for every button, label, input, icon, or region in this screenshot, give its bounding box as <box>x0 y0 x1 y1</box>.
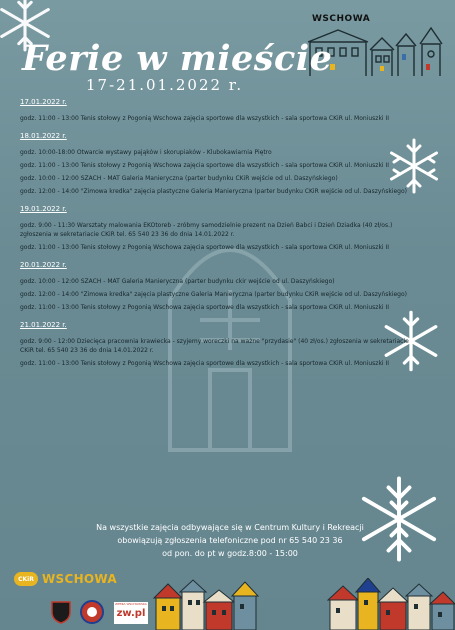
event-item: godz. 11:00 - 13:00 Tenis stołowy z Pogonią Wschowa zajęcia sportowe dla wszystkich - sala sportowa CKiR ul. Moniuszki II <box>20 304 390 311</box>
event-dates: 17-21.01.2022 r. <box>86 76 244 94</box>
event-item: godz. 12:00 - 14:00 "Zimowa kredka" zajęcia plastyczne Galeria Manieryczna (parter budynku CKiR wejście od ul. Daszyńskiego) <box>20 188 408 195</box>
page-title: Ferie w mieście <box>22 38 333 79</box>
schedule <box>20 98 415 377</box>
day-date: 20.01.2022 r. <box>20 261 67 269</box>
zw-small-label: ZIEMIA WSCHOWSKA <box>115 602 147 606</box>
event-item: godz. 12:00 - 14:00 "Zimowa kredka" zajęcia plastyczne Galeria Manieryczna (parter budynku CKiR wejście od ul. Daszyńskiego) <box>20 291 408 298</box>
pogon-crest-icon <box>80 600 104 624</box>
houses-illustration <box>150 578 455 630</box>
organizer-logo <box>14 572 117 586</box>
day-section <box>20 321 415 368</box>
event-item: godz. 11:00 - 13:00 Tenis stołowy z Pogonią Wschowa zajęcia sportowe dla wszystkich - sala sportowa CKiR ul. Moniuszki II <box>20 360 390 367</box>
day-date: 19.01.2022 r. <box>20 205 67 213</box>
zw-logo <box>114 602 148 624</box>
event-item: godz. 10:00-18:00 Otwarcie wystawy pająków i skorupiaków - Klubokawiarnia Piętro <box>20 149 272 156</box>
registration-line: Na wszystkie zajęcia odbywające się w Centrum Kultury i Rekreacji <box>96 523 364 532</box>
day-date: 21.01.2022 r. <box>20 321 67 329</box>
day-date: 18.01.2022 r. <box>20 132 67 140</box>
event-item: godz. 10:00 - 12:00 SZACH - MAT Galeria Manieryczna (parter budynku CKiR wejście od ul. Daszyńskiego) <box>20 175 338 182</box>
event-item: godz. 9:00 - 12:00 Dziecięca pracownia krawiecka - szyjemy woreczki na ważne "przydasie" (40 zł/os.) zgłoszenia w sekretariacie CKiR tel. 65 540 23 36 do dnia 14.01.2022 r. <box>20 338 409 354</box>
day-section <box>20 261 415 312</box>
event-item: godz. 11:00 - 13:00 Tenis stołowy z Pogonią Wschowa zajęcia sportowe dla wszystkich - sala sportowa CKiR ul. Moniuszki II <box>20 244 390 251</box>
event-item: godz. 11:00 - 13:00 Tenis stołowy z Pogonią Wschowa zajęcia sportowe dla wszystkich - sala sportowa CKiR ul. Moniuszki II <box>20 115 390 122</box>
club-crest-icon <box>50 600 72 624</box>
event-item: godz. 10:00 - 12:00 SZACH - MAT Galeria Manieryczna (parter budynku ckir wejście od ul. Daszyńskiego) <box>20 278 335 285</box>
day-section <box>20 132 415 196</box>
zw-label: zw.pl <box>116 608 146 619</box>
day-section <box>20 98 415 123</box>
day-section <box>20 205 415 252</box>
registration-info <box>40 521 420 560</box>
event-item: godz. 11:00 - 13:00 Tenis stołowy z Pogonią Wschowa zajęcia sportowe dla wszystkich - sala sportowa CKiR ul. Moniuszki II <box>20 162 390 169</box>
ckir-logo: CKiR <box>14 572 38 586</box>
registration-line: od pon. do pt w godz.8:00 - 15:00 <box>162 549 298 558</box>
town-logo: WSCHOWA <box>312 14 371 24</box>
wschowa-logo: WSCHOWA <box>42 572 118 586</box>
day-date: 17.01.2022 r. <box>20 98 67 106</box>
registration-line: obowiązują zgłoszenia telefoniczne pod nr 65 540 23 36 <box>117 536 343 545</box>
event-item: godz. 9:00 - 11:30 Warsztaty malowania EKOtoreb - zróbmy samodzielnie prezent na Dzień Babci i Dzień Dziadka (40 zł/os.) zgłoszenia w sekretariacie CKiR tel. 65 540 23 36 do dnia 14.01.2022 r. <box>20 222 393 238</box>
